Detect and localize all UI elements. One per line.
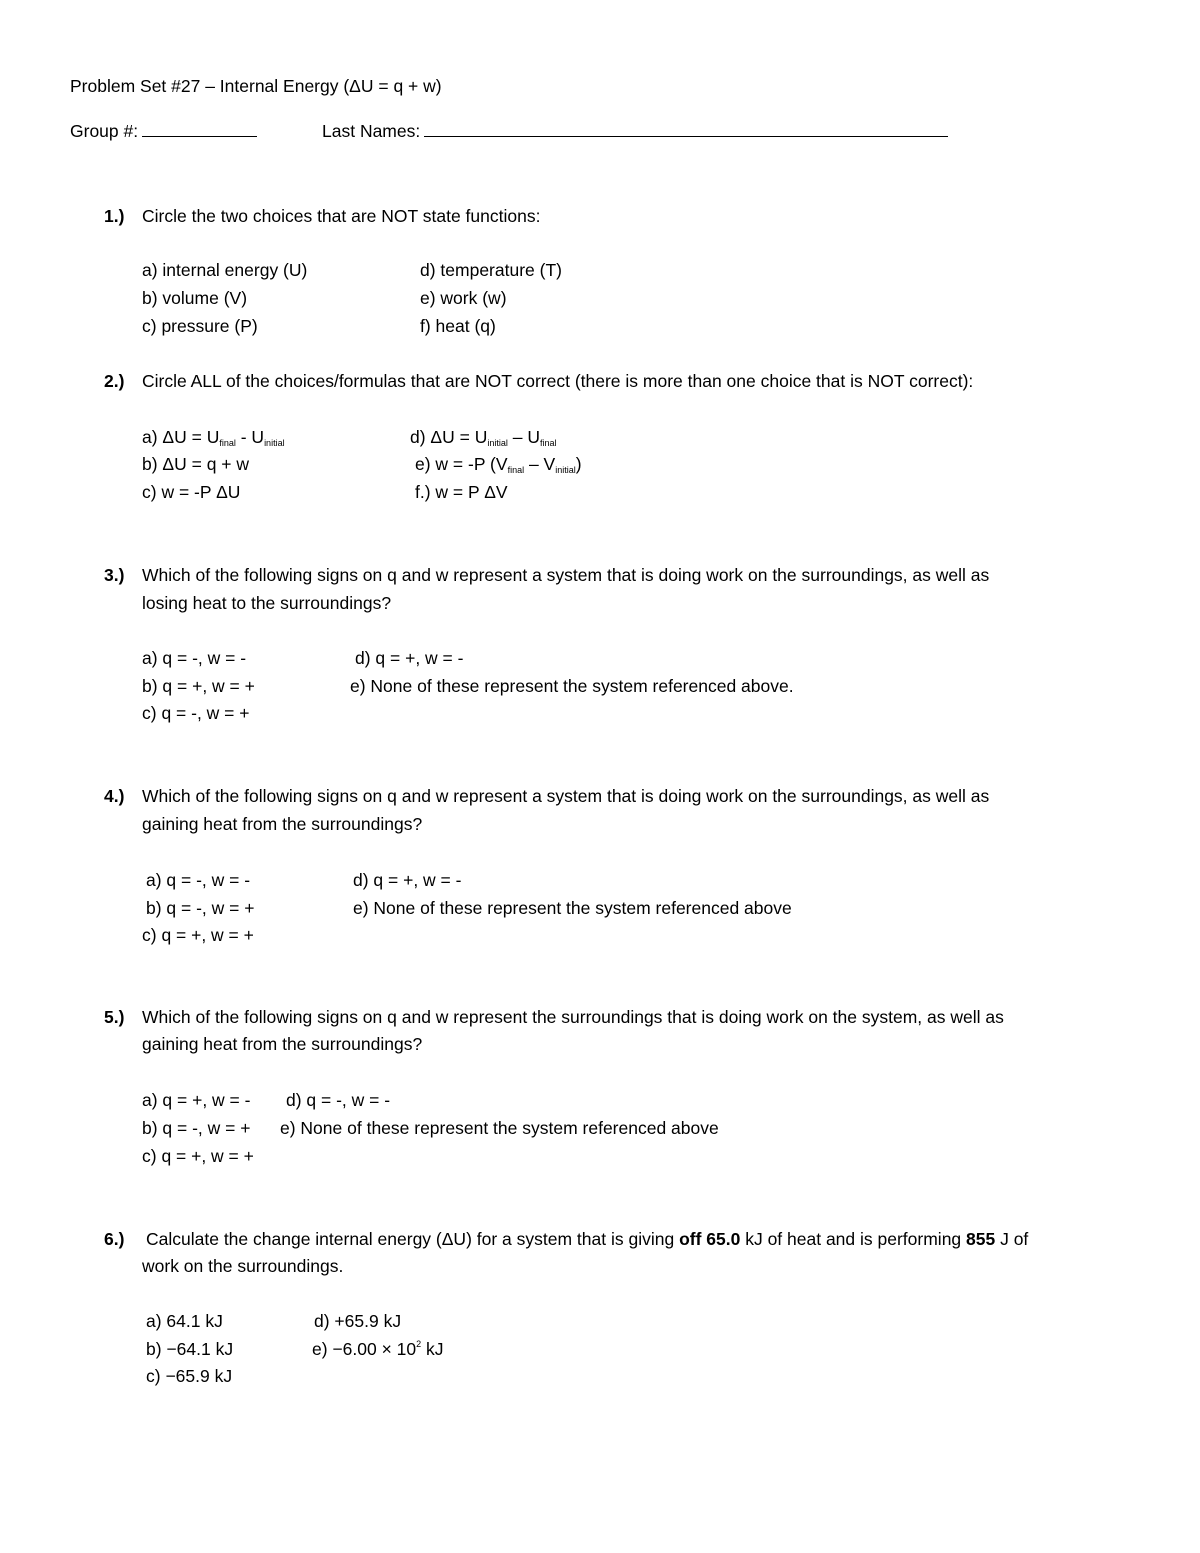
question-number: 2.)	[104, 371, 125, 391]
formula-text: d) ΔU = U	[410, 427, 488, 447]
question-text-line-2: work on the surroundings.	[142, 1256, 344, 1276]
names-label: Last Names:	[322, 121, 421, 141]
question-text-line-2: losing heat to the surroundings?	[142, 593, 392, 613]
choice-e[interactable]: e) work (w)	[420, 288, 507, 308]
choice-a[interactable]	[142, 429, 285, 447]
question-text-line-2: gaining heat from the surroundings?	[142, 814, 423, 834]
subscript: final	[507, 465, 525, 475]
choice-a[interactable]: a) q = +, w = -	[142, 1090, 251, 1110]
text-run: kJ of heat and is performing	[740, 1229, 967, 1249]
page-title: Problem Set #27 – Internal Energy (ΔU = q + w)	[70, 76, 442, 96]
question-text-line-2: gaining heat from the surroundings?	[142, 1034, 423, 1054]
formula-text: – V	[524, 454, 556, 474]
subscript: final	[219, 438, 236, 448]
choice-b[interactable]: b) volume (V)	[142, 288, 248, 308]
text-run: kJ	[421, 1339, 444, 1359]
choice-a[interactable]: a) 64.1 kJ	[146, 1311, 223, 1331]
formula-text: – U	[507, 427, 540, 447]
question-number: 4.)	[104, 786, 125, 806]
choice-e[interactable]: e) None of these represent the system referenced above	[280, 1118, 719, 1138]
choice-f[interactable]: f.) w = P ΔV	[415, 482, 508, 502]
subscript: final	[539, 438, 557, 448]
choice-c[interactable]: c) pressure (P)	[142, 316, 258, 336]
question-text-line-1	[146, 1231, 1028, 1249]
text-run: J of	[995, 1229, 1029, 1249]
choice-a[interactable]: a) q = -, w = -	[142, 648, 247, 668]
choice-d[interactable]: d) temperature (T)	[420, 260, 562, 280]
choice-a[interactable]: a) q = -, w = -	[146, 870, 251, 890]
choice-b[interactable]: b) q = -, w = +	[146, 898, 255, 918]
question-number: 5.)	[104, 1007, 125, 1027]
question-text-line-1: Which of the following signs on q and w represent a system that is doing work on the surroundings, as well as	[142, 565, 990, 585]
choice-e[interactable]	[312, 1341, 444, 1359]
names-field	[322, 121, 948, 141]
subscript: initial	[487, 438, 508, 448]
subscript: initial	[264, 438, 285, 448]
choice-c[interactable]: c) w = -P ΔU	[142, 482, 241, 502]
text-run: e) −6.00 × 10	[312, 1339, 417, 1359]
choice-c[interactable]: c) q = +, w = +	[142, 1146, 254, 1166]
choice-d[interactable]: d) q = +, w = -	[353, 870, 462, 890]
choice-e[interactable]: e) None of these represent the system referenced above	[353, 898, 792, 918]
names-input-line[interactable]	[424, 121, 948, 137]
text-run: Calculate the change internal energy (ΔU) for a system that is giving	[146, 1229, 680, 1249]
question-number: 3.)	[104, 565, 125, 585]
choice-d[interactable]: d) q = -, w = -	[286, 1090, 391, 1110]
choice-e[interactable]: e) None of these represent the system referenced above.	[350, 676, 794, 696]
subscript: initial	[555, 465, 576, 475]
superscript: 2	[416, 1339, 422, 1349]
question-text-line-1: Which of the following signs on q and w represent a system that is doing work on the surroundings, as well as	[142, 786, 990, 806]
question-text: Circle ALL of the choices/formulas that are NOT correct (there is more than one choice that is NOT correct):	[142, 371, 974, 391]
choice-b[interactable]: b) ΔU = q + w	[142, 454, 250, 474]
choice-a[interactable]: a) internal energy (U)	[142, 260, 308, 280]
question-number: 6.)	[104, 1229, 125, 1249]
choice-c[interactable]: c) q = -, w = +	[142, 703, 250, 723]
choice-b[interactable]: b) q = +, w = +	[142, 676, 255, 696]
question-number: 1.)	[104, 206, 125, 226]
choice-b[interactable]: b) q = -, w = +	[142, 1118, 251, 1138]
question-text-line-1: Which of the following signs on q and w represent the surroundings that is doing work on the system, as well as	[142, 1007, 1004, 1027]
bold-value: 855	[966, 1229, 996, 1249]
question-text: Circle the two choices that are NOT state functions:	[142, 206, 541, 226]
group-input-line[interactable]	[142, 121, 257, 137]
formula-text: )	[575, 454, 582, 474]
choice-c[interactable]: c) −65.9 kJ	[146, 1366, 233, 1386]
bold-value: off 65.0	[679, 1229, 741, 1249]
formula-text: e) w = -P (V	[415, 454, 508, 474]
choice-b[interactable]: b) −64.1 kJ	[146, 1339, 234, 1359]
choice-d[interactable]: d) q = +, w = -	[355, 648, 464, 668]
choice-d[interactable]	[410, 429, 556, 447]
choice-e[interactable]	[415, 456, 582, 474]
formula-text: a) ΔU = U	[142, 427, 220, 447]
formula-text: - U	[235, 427, 265, 447]
group-field	[70, 121, 257, 141]
choice-f[interactable]: f) heat (q)	[420, 316, 496, 336]
group-label: Group #:	[70, 121, 139, 141]
choice-d[interactable]: d) +65.9 kJ	[314, 1311, 402, 1331]
choice-c[interactable]: c) q = +, w = +	[142, 925, 254, 945]
